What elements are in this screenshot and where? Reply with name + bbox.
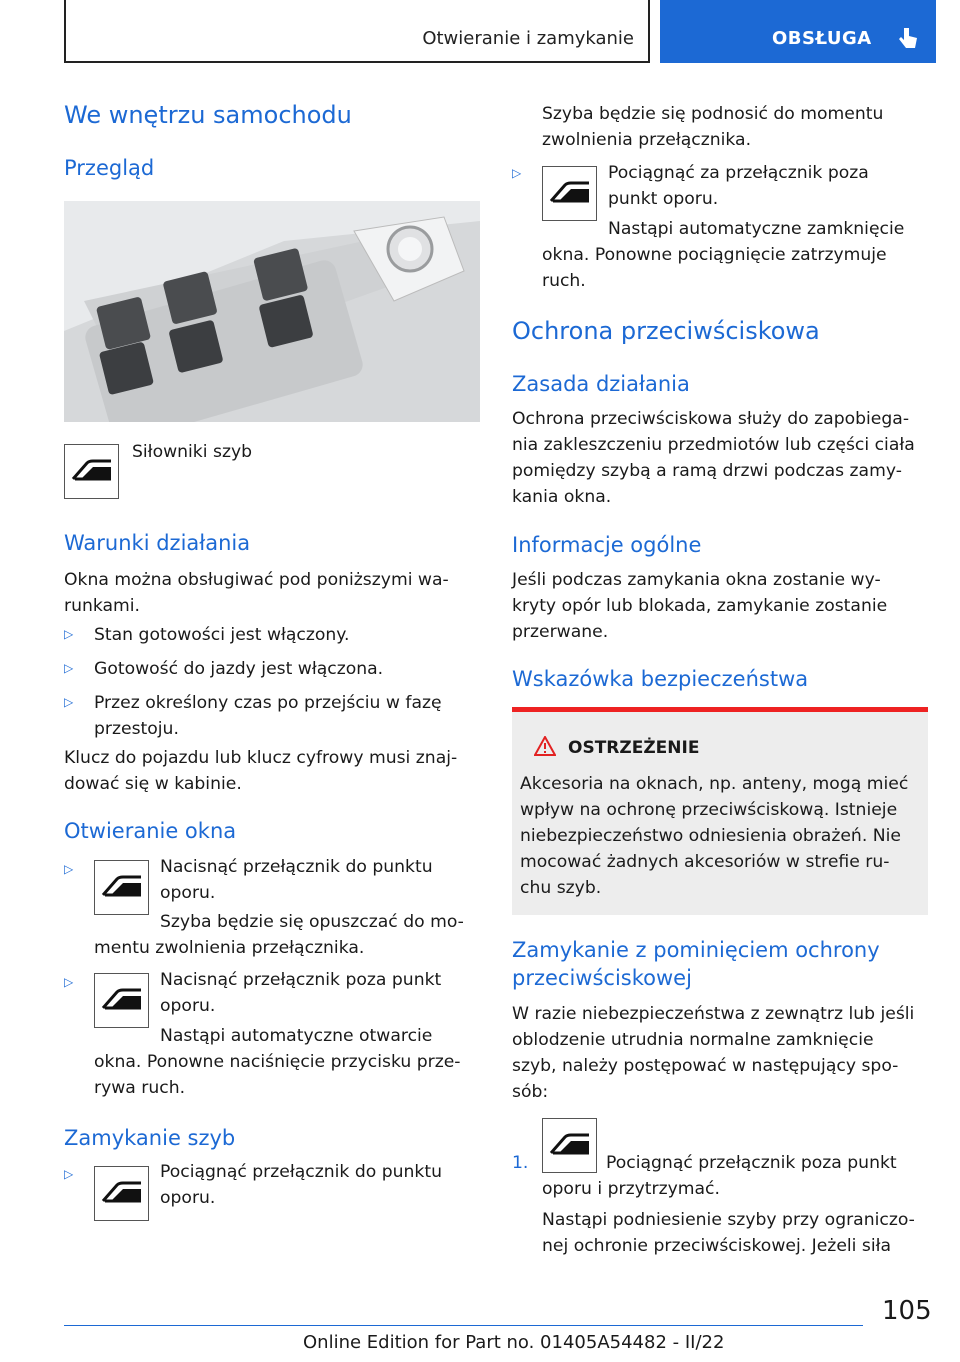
- warning-text-line: mocować żadnych akcesoriów w strefie ru-: [520, 852, 890, 872]
- section-title: OBSŁUGA: [772, 28, 872, 49]
- footer-rule: [64, 1325, 863, 1326]
- warning-box: [512, 707, 928, 915]
- text-line: pomiędzy szybą a ramą drzwi podczas zamy-: [512, 461, 902, 481]
- text-line: oporu i przytrzymać.: [542, 1179, 720, 1199]
- text-line: W razie niebezpieczeństwa z zewnątrz lub jeśli: [512, 1004, 915, 1024]
- hand-pointer-icon: [896, 26, 918, 52]
- header-section-box: [660, 0, 936, 63]
- bullet-icon: ▷: [512, 166, 522, 180]
- text-line: sób:: [512, 1082, 549, 1102]
- text-line: Pociągnąć przełącznik poza punkt: [606, 1153, 897, 1173]
- heading-close-windows: Zamykanie szyb: [64, 1126, 236, 1150]
- text-line: Nacisnąć przełącznik poza punkt: [160, 970, 442, 990]
- step-number: 1.: [512, 1153, 529, 1173]
- heading-general-info: Informacje ogólne: [512, 533, 702, 557]
- text-line: Klucz do pojazdu lub klucz cyfrowy musi znaj-: [64, 748, 458, 768]
- warning-triangle-icon: [534, 736, 556, 756]
- text-line: mentu zwolnienia przełącznika.: [94, 938, 365, 958]
- text-line: oporu.: [160, 883, 216, 903]
- window-switch-icon: [94, 1166, 149, 1221]
- window-switch-icon: [542, 166, 597, 221]
- text-line: dować się w kabinie.: [64, 774, 242, 794]
- warning-title: OSTRZEŻENIE: [568, 738, 700, 758]
- heading-safety: Wskazówka bezpieczeństwa: [512, 667, 809, 691]
- heading-principle: Zasada działania: [512, 372, 690, 396]
- text-line: zwolnienia przełącznika.: [542, 130, 752, 150]
- text-line: Pociągnąć za przełącznik poza: [608, 163, 869, 183]
- text-line: oblodzenie utrudnia normalne zamknięcie: [512, 1030, 874, 1050]
- chapter-title: Otwieranie i zamykanie: [422, 28, 634, 49]
- heading-pinch-protection: Ochrona przeciwściskowa: [512, 317, 820, 345]
- text-line: runkami.: [64, 596, 141, 616]
- heading-override-cont: przeciwściskowej: [512, 966, 692, 990]
- text-line: ruch.: [542, 271, 586, 291]
- bullet-icon: ▷: [64, 695, 74, 709]
- bullet-icon: ▷: [64, 862, 74, 876]
- heading-open-window: Otwieranie okna: [64, 819, 237, 843]
- text-line: rywa ruch.: [94, 1078, 186, 1098]
- header-chapter-box: [64, 0, 650, 63]
- bullet-icon: ▷: [64, 1167, 74, 1181]
- text-line: Jeśli podczas zamykania okna zostanie wy-: [512, 570, 881, 590]
- list-item: Przez określony czas po przejściu w fazę: [94, 693, 442, 713]
- text-line: Nacisnąć przełącznik do punktu: [160, 857, 433, 877]
- text-line: Nastąpi automatyczne zamknięcie: [608, 219, 905, 239]
- page-number: 105: [882, 1296, 932, 1326]
- warning-text-line: wpływ na ochronę przeciwściskową. Istnieje: [520, 800, 898, 820]
- bullet-icon: ▷: [64, 661, 74, 675]
- heading-conditions: Warunki działania: [64, 531, 251, 555]
- window-switch-photo: [64, 201, 480, 422]
- list-item: przestoju.: [94, 719, 179, 739]
- text-line: okna. Ponowne pociągnięcie zatrzymuje: [542, 245, 887, 265]
- text-line: Ochrona przeciwściskowa służy do zapobiega-: [512, 409, 910, 429]
- warning-text-line: niebezpieczeństwo odniesienia obrażeń. Nie: [520, 826, 901, 846]
- photo-caption: Siłowniki szyb: [132, 442, 253, 462]
- text-line: kryty opór lub blokada, zamykanie zostanie: [512, 596, 888, 616]
- window-switch-icon: [94, 860, 149, 915]
- list-item: Stan gotowości jest włączony.: [94, 625, 350, 645]
- footer-edition: Online Edition for Part no. 01405A54482 - II/22: [303, 1332, 725, 1353]
- text-line: przerwane.: [512, 622, 609, 642]
- warning-text-line: Akcesoria na oknach, np. anteny, mogą mieć: [520, 774, 909, 794]
- text-line: oporu.: [160, 996, 216, 1016]
- text-line: punkt oporu.: [608, 189, 719, 209]
- heading-overview: Przegląd: [64, 156, 155, 180]
- window-switch-icon: [94, 973, 149, 1028]
- text-line: Nastąpi podniesienie szyby przy ograniczo-: [542, 1210, 915, 1230]
- text-line: oporu.: [160, 1188, 216, 1208]
- bullet-icon: ▷: [64, 627, 74, 641]
- text-line: nia zakleszczeniu przedmiotów lub części ciała: [512, 435, 915, 455]
- window-switch-icon: [542, 1118, 597, 1173]
- list-item: Gotowość do jazdy jest włączona.: [94, 659, 384, 679]
- warning-text-line: chu szyb.: [520, 878, 602, 898]
- text-line: Szyba będzie się podnosić do momentu: [542, 104, 884, 124]
- heading-override: Zamykanie z pominięciem ochrony: [512, 938, 880, 962]
- text-line: kania okna.: [512, 487, 612, 507]
- bullet-icon: ▷: [64, 975, 74, 989]
- text-line: okna. Ponowne naciśnięcie przycisku prze-: [94, 1052, 461, 1072]
- text-line: szyb, należy postępować w następujący spo-: [512, 1056, 899, 1076]
- text-line: Pociągnąć przełącznik do punktu: [160, 1162, 442, 1182]
- text-line: Okna można obsługiwać pod poniższymi wa-: [64, 570, 449, 590]
- text-line: Nastąpi automatyczne otwarcie: [160, 1026, 433, 1046]
- window-switch-icon: [64, 444, 119, 499]
- text-line: nej ochronie przeciwściskowej. Jeżeli siła: [542, 1236, 892, 1256]
- text-line: Szyba będzie się opuszczać do mo-: [160, 912, 464, 932]
- heading-interior: We wnętrzu samochodu: [64, 101, 352, 129]
